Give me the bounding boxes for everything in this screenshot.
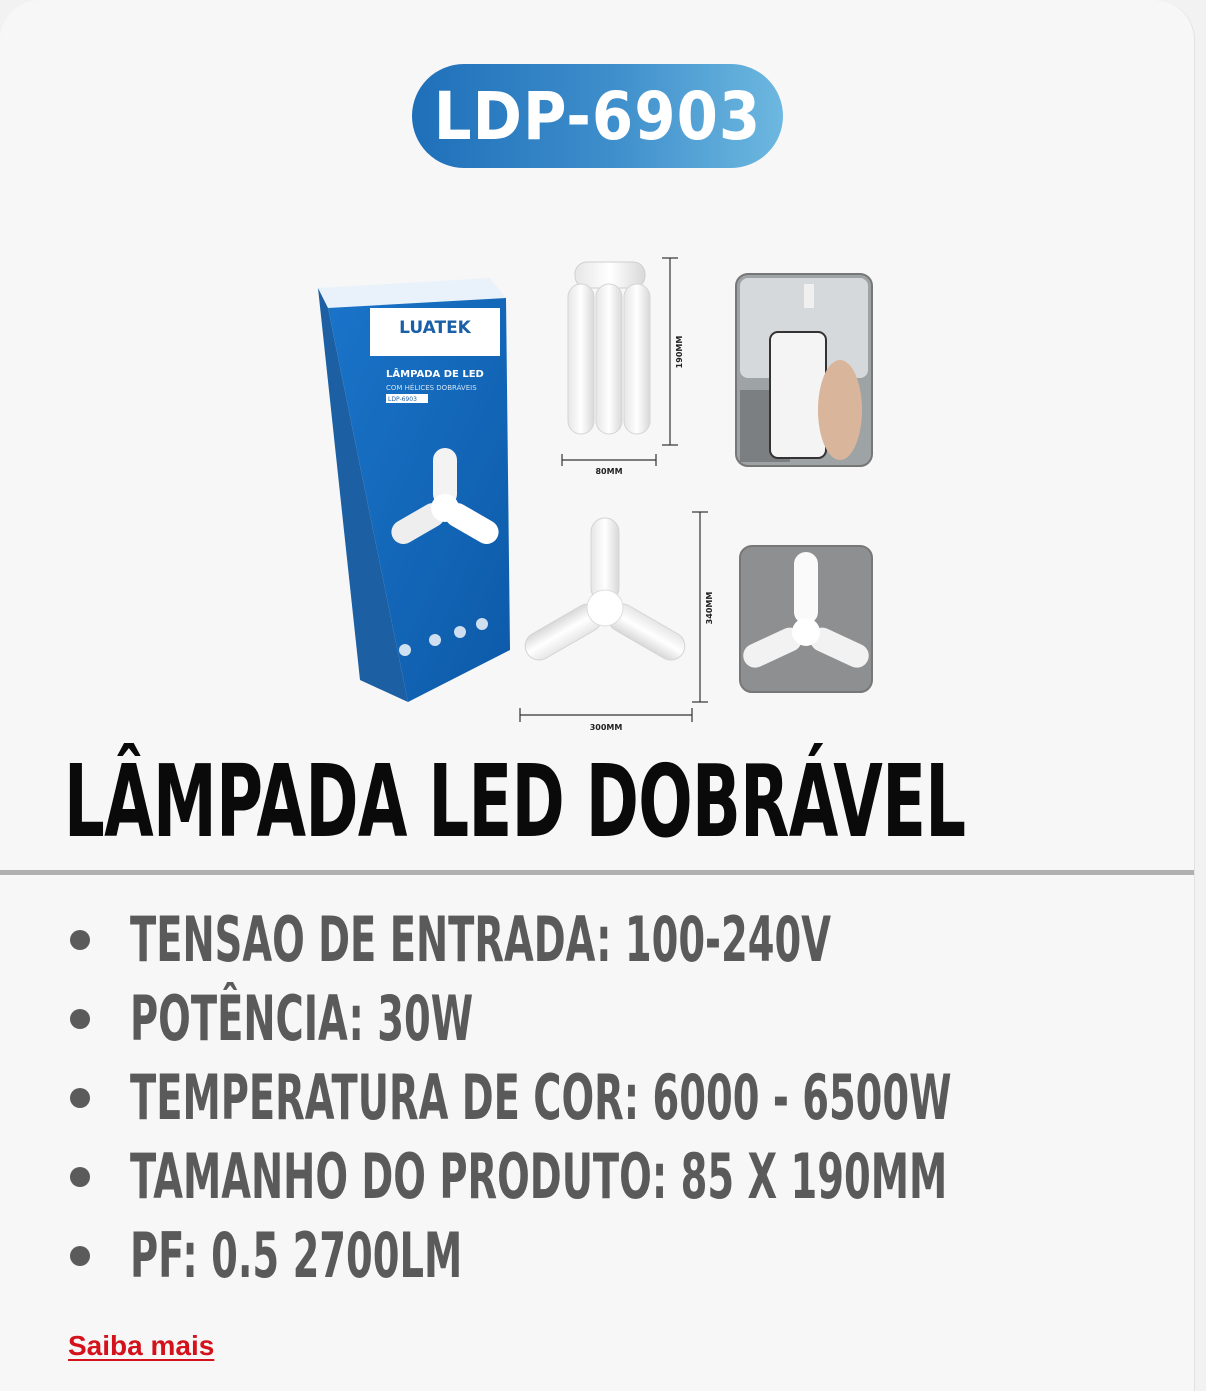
bullet-icon xyxy=(70,930,90,950)
photo-hand-with-phone xyxy=(736,274,872,466)
spec-list xyxy=(66,900,952,1295)
box-code: LDP-6903 xyxy=(388,396,417,403)
dim-height-folded: 190MM xyxy=(675,335,684,369)
bullet-icon xyxy=(70,1167,90,1187)
dim-height-open: 340MM xyxy=(705,591,714,625)
box-title: LÂMPADA DE LED xyxy=(386,369,484,380)
folded-bulb-diagram xyxy=(562,258,684,476)
divider xyxy=(0,870,1194,875)
spec-item xyxy=(66,1137,948,1216)
dim-width-folded: 80MM xyxy=(595,467,623,476)
spec-item xyxy=(66,1216,463,1295)
spec-item xyxy=(66,900,832,979)
dim-width-open: 300MM xyxy=(589,723,623,732)
spec-text: TENSAO DE ENTRADA: 100-240V xyxy=(130,903,832,976)
product-box xyxy=(318,278,510,702)
spec-text: TAMANHO DO PRODUTO: 85 X 190MM xyxy=(130,1140,948,1213)
bullet-icon xyxy=(70,1009,90,1029)
saiba-mais-link[interactable]: Saiba mais xyxy=(68,1330,215,1361)
spec-text: PF: 0.5 2700LM xyxy=(130,1219,463,1292)
photo-bulb-in-use xyxy=(739,546,872,692)
spec-item xyxy=(66,979,474,1058)
open-bulb-diagram xyxy=(520,512,714,732)
spec-item xyxy=(66,1058,952,1137)
spec-text: TEMPERATURA DE COR: 6000 - 6500W xyxy=(130,1061,952,1134)
bullet-icon xyxy=(70,1246,90,1266)
box-brand: LUATEK xyxy=(399,318,471,338)
model-code-badge: LDP-6903 xyxy=(412,64,783,168)
product-title: LÂMPADA LED DOBRÁVEL xyxy=(64,743,966,860)
spec-text: POTÊNCIA: 30W xyxy=(130,982,474,1055)
product-image xyxy=(300,240,910,740)
bullet-icon xyxy=(70,1088,90,1108)
box-subtitle: COM HÉLICES DOBRÁVEIS xyxy=(386,384,477,392)
